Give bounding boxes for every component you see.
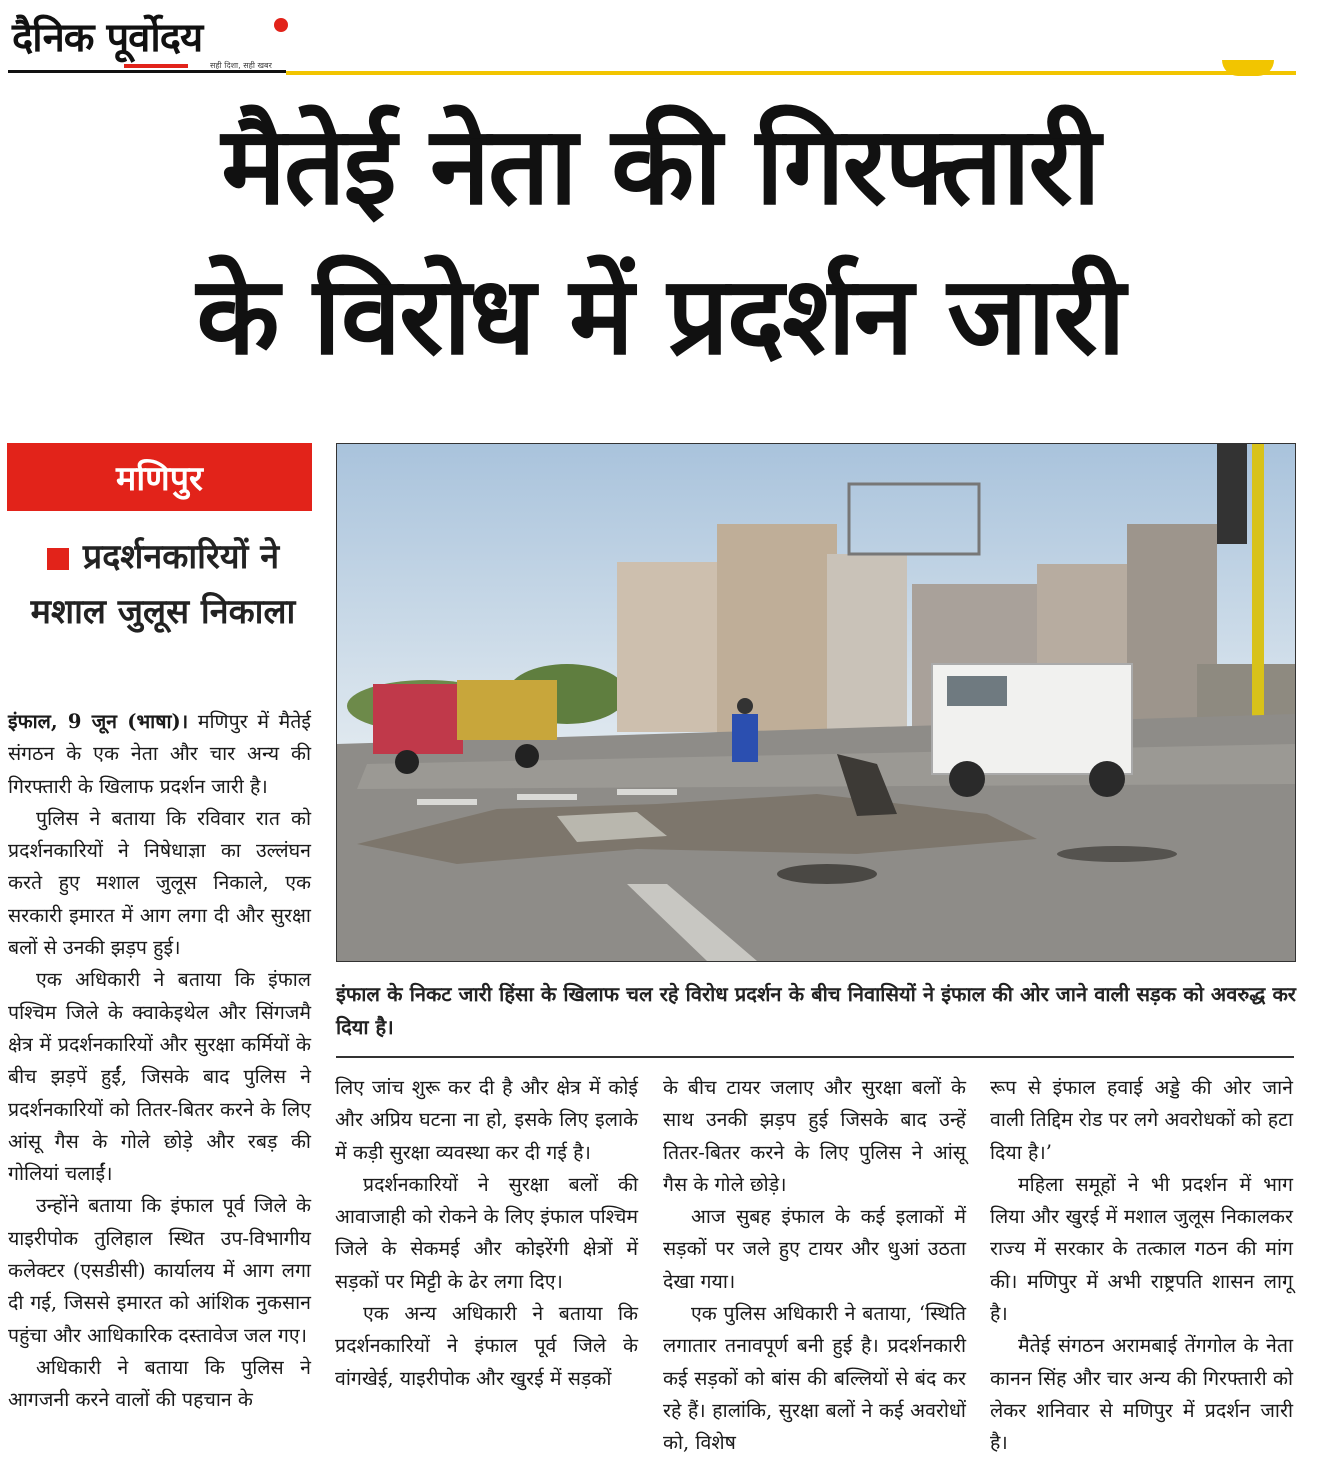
article-paragraph: के बीच टायर जलाए और सुरक्षा बलों के साथ उनकी झड़प हुई जिसके बाद उन्हें तितर-बितर करने के लिए पुलिस ने आंसू गैस के गोले छोड़े। [663,1076,966,1196]
photo-caption: इंफाल के निकट जारी हिंसा के खिलाफ चल रहे विरोध प्रदर्शन के बीच निवासियों ने इंफाल की ओर जाने वाली सड़क को अवरुद्ध कर दिया है। [336,982,1296,1039]
corner-mark [1222,60,1274,76]
article-column-4 [990,1072,1293,1460]
article-paragraph: उन्होंने बताया कि इंफाल पूर्व जिले के याइरीपोक तुलिहाल स्थित उप-विभागीय कलेक्टर (एसडीसी) कार्यालय में आग लगा दी गई, जिससे इमारत को आंशिक नुकसान पहुंचा और आधिकारिक दस्तावेज जल गए। [8,1194,311,1347]
street-scene-image [337,444,1295,961]
kicker [18,530,308,640]
article-paragraph: महिला समूहों ने भी प्रदर्शन में भाग लिया और खुरई में मशाल जुलूस निकालकर राज्य में सरकार के तत्काल गठन की मांग की। मणिपुर में अभी राष्ट्रपति शासन लागू है। [990,1172,1293,1326]
headline [40,92,1280,392]
paragraph-text: मणिपुर में मैतेई संगठन के एक नेता और चार अन्य की गिरफ्तारी के खिलाफ प्रदर्शन जारी है। [8,710,311,798]
article-paragraph: एक अधिकारी ने बताया कि इंफाल पश्चिम जिले के क्वाकेइथेल और सिंगजमै क्षेत्र में प्रदर्शनकारियों और सुरक्षा कर्मियों के बीच झड़पें हुईं, जिसके बाद पुलिस ने प्रदर्शनकारियों को तितर-बितर करने के लिए आंसू गैस के गोले छोड़े और रबड़ की गोलियां चलाईं। [8,968,311,1186]
article-column-1 [8,706,311,1417]
article-paragraph: लिए जांच शुरू कर दी है और क्षेत्र में कोई और अप्रिय घटना ना हो, इसके लिए इलाके में कड़ी सुरक्षा व्यवस्था कर दी गई है। [335,1076,638,1164]
article-column-2 [335,1072,638,1395]
kicker-text: प्रदर्शनकारियों ने मशाल जुलूस निकाला [30,537,296,632]
article-paragraph: प्रदर्शनकारियों ने सुरक्षा बलों की आवाजाही को रोकने के लिए इंफाल पश्चिम जिले के सेकमई और कोइरेंगी क्षेत्रों में सड़कों पर मिट्टी के ढेर लगा दिए। [335,1172,638,1293]
dateline: इंफाल, 9 जून (भाषा)। [8,710,189,733]
masthead-rule [8,70,286,73]
headline-line-2: के विरोध में प्रदर्शन जारी [196,254,1124,379]
masthead-accent [124,64,188,68]
masthead [12,8,302,70]
section-tag: मणिपुर [7,443,312,511]
newspaper-tagline: सही दिशा, सही खबर [210,61,272,70]
page-rule [286,71,1296,75]
article-paragraph [8,706,311,803]
article-paragraph: एक पुलिस अधिकारी ने बताया, ‘स्थिति लगातार तनावपूर्ण बनी हुई है। प्रदर्शनकारी कई सड़कों को बांस की बल्लियों से बंद कर रहे हैं। हालांकि, सुरक्षा बलों ने कई अवरोधों को, विशेष [663,1302,966,1455]
article-paragraph: मैतेई संगठन अरामबाई तेंगगोल के नेता कानन सिंह और चार अन्य की गिरफ्तारी को लेकर शनिवार से मणिपुर में प्रदर्शन जारी है। [990,1334,1293,1455]
article-column-3 [663,1072,966,1460]
article-paragraph: आज सुबह इंफाल के कई इलाकों में सड़कों पर जले हुए टायर और धुआं उठता देखा गया। [663,1205,966,1293]
newspaper-name: दैनिक पूर्वोदय [12,15,203,61]
square-bullet-icon [47,548,69,570]
headline-line-1: मैतेई नेता की गिरफ्तारी [221,104,1099,229]
article-paragraph: पुलिस ने बताया कि रविवार रात को प्रदर्शनकारियों ने निषेधाज्ञा का उल्लंघन करते हुए मशाल जुलूस निकाले, एक सरकारी इमारत में आग लगा दी और सुरक्षा बलों से उनकी झड़प हुई। [8,806,311,960]
masthead-dot-icon [274,18,288,32]
article-paragraph: रूप से इंफाल हवाई अड्डे की ओर जाने वाली तिद्दिम रोड पर लगे अवरोधकों को हटा दिया है।’ [990,1076,1293,1164]
article-paragraph: अधिकारी ने बताया कि पुलिस ने आगजनी करने वालों की पहचान के [8,1355,311,1412]
article-paragraph: एक अन्य अधिकारी ने बताया कि प्रदर्शनकारियों ने इंफाल पूर्व जिले के वांगखेई, याइरीपोक और खुरई में सड़कों [335,1302,638,1390]
caption-rule [336,1056,1294,1058]
news-photo [336,443,1296,962]
